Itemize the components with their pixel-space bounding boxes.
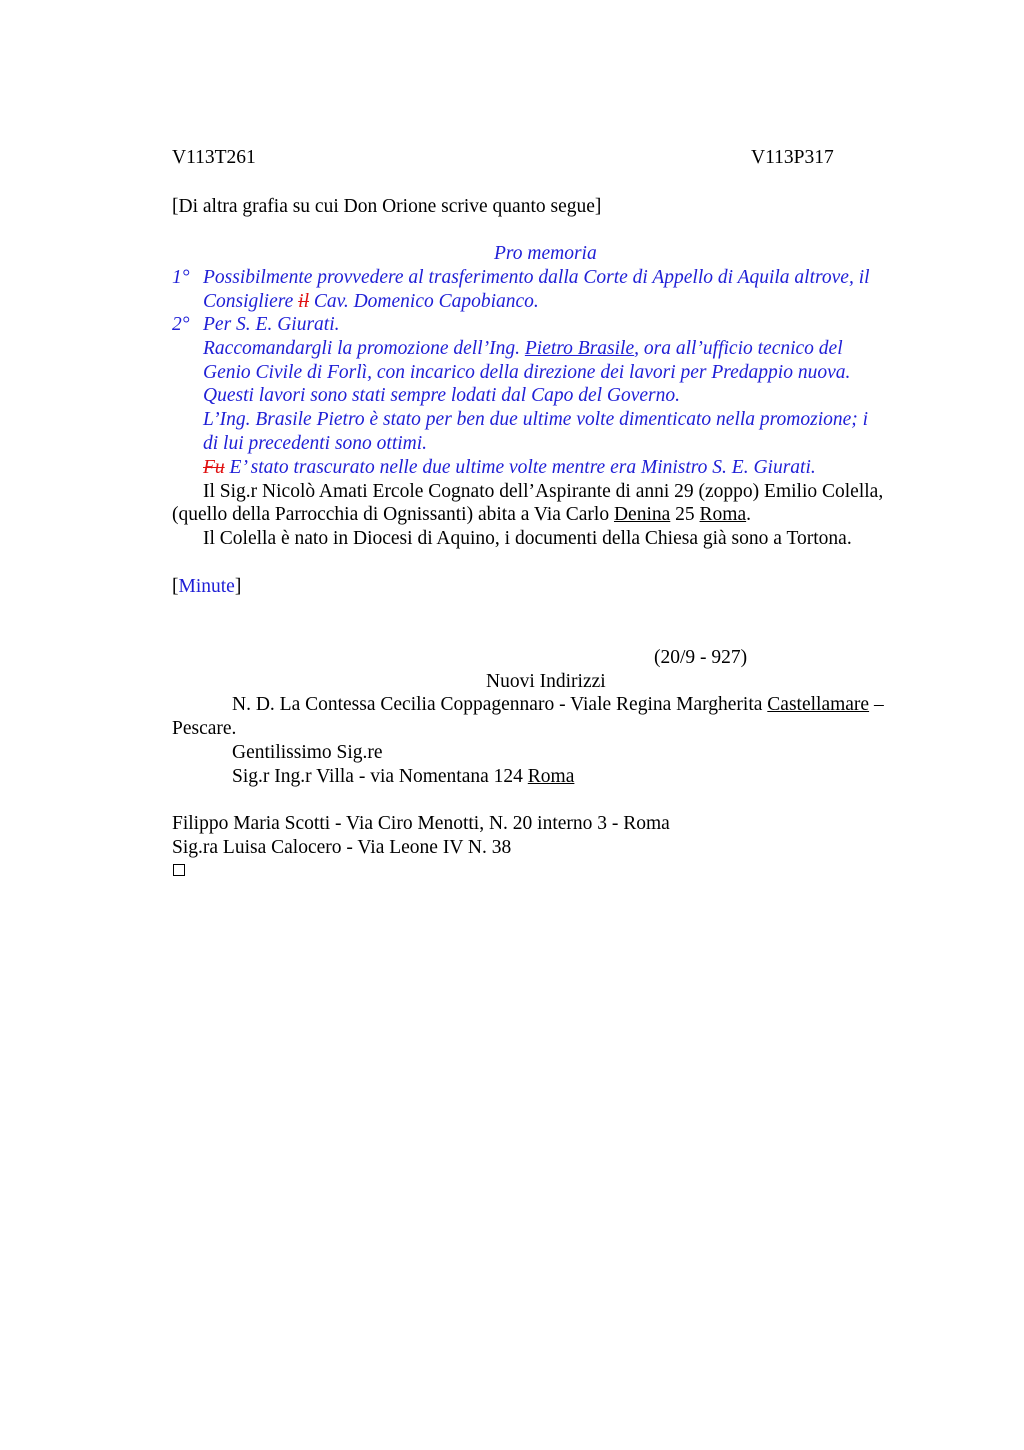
memo-item2-line6: di lui precedenti sono ottimi. — [203, 433, 428, 454]
memo-item2-line2-after: , ora all’ufficio tecnico del — [634, 338, 843, 359]
paragraph1-line2 — [172, 503, 751, 527]
paragraph1-line2-before: (quello della Parrocchia di Ognissanti) abita a Via Carlo — [172, 504, 614, 525]
underlined-city: Roma — [699, 504, 747, 525]
memo-item1-line2-after: Cav. Domenico Capobianco. — [309, 291, 539, 312]
paragraph2: Il Colella è nato in Diocesi di Aquino, i documenti della Chiesa già sono a Tortona. — [203, 528, 852, 549]
paragraph1-line2-after: . — [746, 504, 751, 525]
intro-note: [Di altra grafia su cui Don Orione scrive quanto segue] — [172, 196, 602, 217]
underlined-name: Pietro Brasile — [524, 338, 635, 359]
memo-item1-number: 1° — [172, 267, 190, 288]
memo-title: Pro memoria — [494, 243, 597, 264]
paragraph1-line1: Il Sig.r Nicolò Amati Ercole Cognato dell’Aspirante di anni 29 (zoppo) Emilio Colella, — [203, 481, 884, 502]
memo-item1-line2-before: Consigliere — [203, 291, 299, 312]
minute-label: Minute — [178, 576, 235, 597]
memo-item2-line5: L’Ing. Brasile Pietro è stato per ben due ultime volte dimenticato nella promozione; i — [203, 409, 869, 430]
memo-item2-line7-after: E’ stato trascurato nelle due ultime volte mentre era Ministro S. E. Giurati. — [224, 457, 816, 478]
address1-line2: Pescare. — [172, 718, 237, 739]
address1-line1 — [232, 693, 884, 717]
address1-line1-after: – — [869, 694, 884, 715]
address3: Filippo Maria Scotti - Via Ciro Menotti, N. 20 interno 3 - Roma — [172, 813, 670, 834]
minute-heading — [172, 575, 241, 599]
struck-word: il — [298, 291, 309, 312]
minute-close-bracket: ] — [234, 576, 242, 597]
underlined-city: Castellamare — [767, 694, 870, 715]
memo-item2-line2 — [203, 337, 843, 361]
header-right-code: V113P317 — [751, 147, 834, 168]
struck-word: Fu — [203, 457, 225, 478]
letter-date: (20/9 - 927) — [654, 647, 748, 668]
addresses-title: Nuovi Indirizzi — [486, 671, 606, 692]
empty-checkbox-icon — [173, 864, 185, 876]
underlined-street: Denina — [613, 504, 671, 525]
address4: Sig.ra Luisa Calocero - Via Leone IV N. 38 — [172, 837, 512, 858]
memo-item2-line7 — [203, 456, 816, 480]
memo-item2-number: 2° — [172, 314, 190, 335]
header-left-code: V113T261 — [172, 147, 256, 168]
memo-item1-line2 — [203, 290, 539, 314]
memo-item1-line1: Possibilmente provvedere al trasferimento dalla Corte di Appello di Aquila altrove, il — [203, 267, 870, 288]
memo-item2-line2-before: Raccomandargli la promozione dell’Ing. — [203, 338, 525, 359]
minute-open-bracket: [ — [172, 576, 179, 597]
address2-before: Sig.r Ing.r Villa - via Nomentana 124 — [232, 766, 528, 787]
underlined-city: Roma — [527, 766, 575, 787]
salutation: Gentilissimo Sig.re — [232, 742, 383, 763]
paragraph1-line2-mid: 25 — [670, 504, 700, 525]
address2 — [232, 765, 574, 789]
memo-item2-line4: Questi lavori sono stati sempre lodati dal Capo del Governo. — [203, 385, 680, 406]
memo-item2-line1: Per S. E. Giurati. — [203, 314, 340, 335]
address1-line1-before: N. D. La Contessa Cecilia Coppagennaro - Viale Regina Margherita — [232, 694, 768, 715]
memo-item2-line3: Genio Civile di Forlì, con incarico della direzione dei lavori per Predappio nuova. — [203, 362, 851, 383]
